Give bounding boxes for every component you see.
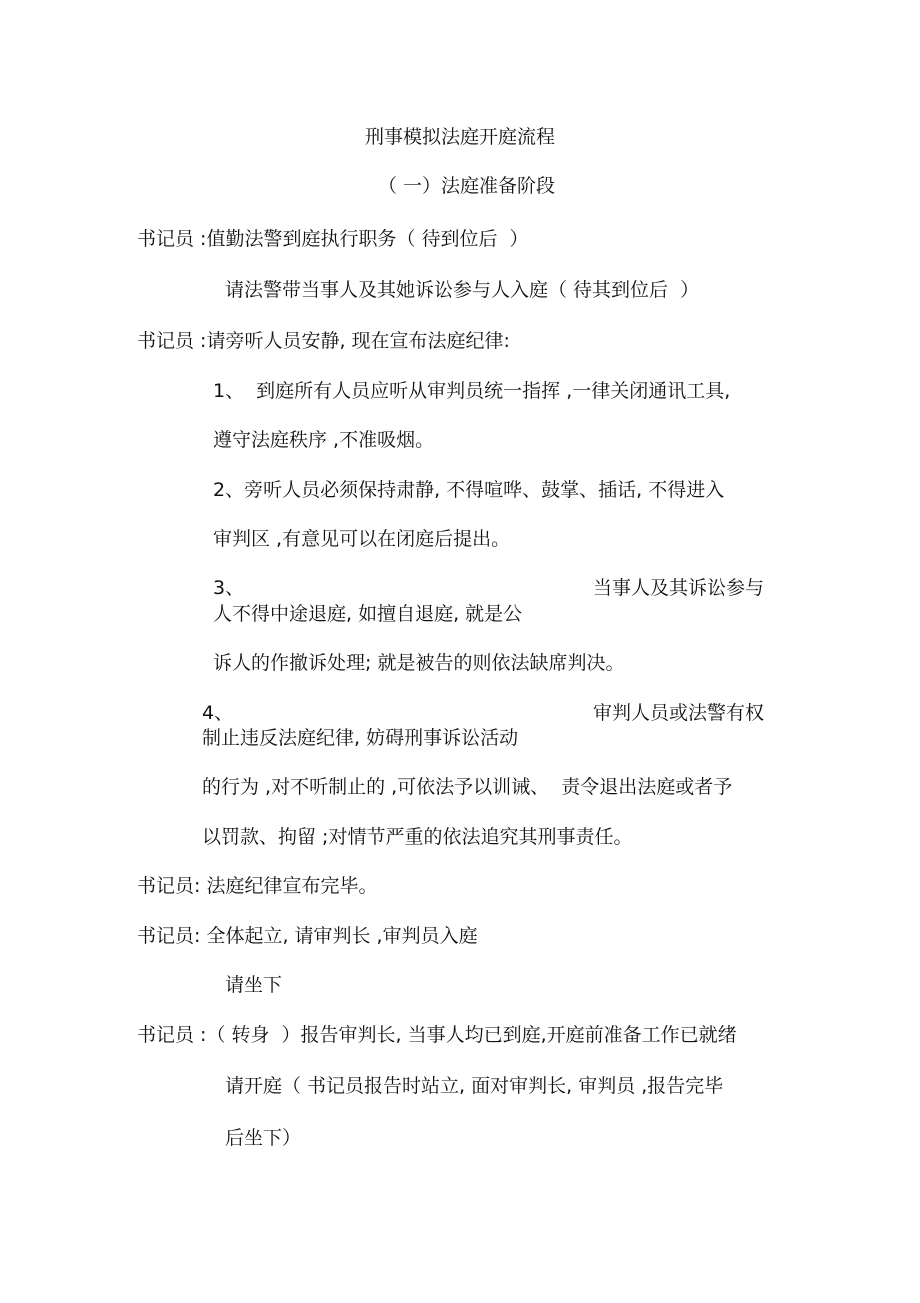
paragraph-line: 审判区 ,有意见可以在闭庭后提出。 bbox=[213, 528, 511, 550]
paragraph-line: 2、旁听人员必须保持肃静, 不得喧哗、鼓掌、插话, 不得进入 bbox=[213, 479, 725, 501]
paragraph-line: 审判人员或法警有权 bbox=[593, 702, 765, 724]
paragraph-line: 后坐下） bbox=[225, 1127, 302, 1149]
paragraph-line: 1、 到庭所有人员应听从审判员统一指挥 ,一律关闭通讯工具, bbox=[213, 380, 731, 402]
paragraph-line: 书记员 :（ 转身 ）报告审判长, 当事人均已到庭,开庭前准备工作已就绪 bbox=[137, 1024, 737, 1046]
paragraph-line: 请法警带当事人及其她诉讼参与人入庭（ 待其到位后 ） bbox=[225, 279, 700, 301]
paragraph-line: 的行为 ,对不听制止的 ,可依法予以训诫、 责令退出法庭或者予 bbox=[202, 776, 733, 798]
paragraph-line: 书记员 :请旁听人员安静, 现在宣布法庭纪律: bbox=[137, 330, 510, 352]
paragraph-line: 诉人的作撤诉处理; 就是被告的则依法缺席判决。 bbox=[213, 652, 625, 674]
paragraph-line: 当事人及其诉讼参与 bbox=[593, 577, 765, 599]
list-number: 3、 bbox=[213, 577, 245, 599]
list-number: 4、 bbox=[202, 702, 234, 724]
section-heading: （ 一）法庭准备阶段 bbox=[378, 175, 556, 197]
paragraph-line: 书记员 :值勤法警到庭执行职务（ 待到位后 ） bbox=[137, 228, 529, 250]
paragraph-line: 请坐下 bbox=[225, 974, 283, 996]
paragraph-line: 制止违反法庭纪律, 妨碍刑事诉讼活动 bbox=[202, 727, 519, 749]
document-title: 刑事模拟法庭开庭流程 bbox=[364, 126, 555, 148]
paragraph-line: 请开庭（ 书记员报告时站立, 面对审判长, 审判员 ,报告完毕 bbox=[225, 1075, 724, 1097]
paragraph-line: 书记员: 法庭纪律宣布完毕。 bbox=[137, 875, 378, 897]
paragraph-line: 以罚款、拘留 ;对情节严重的依法追究其刑事责任。 bbox=[202, 826, 633, 848]
paragraph-line: 书记员: 全体起立, 请审判长 ,审判员入庭 bbox=[137, 925, 478, 947]
paragraph-line: 遵守法庭秩序 ,不准吸烟。 bbox=[213, 429, 435, 451]
paragraph-line: 人不得中途退庭, 如擅自退庭, 就是公 bbox=[213, 603, 523, 625]
